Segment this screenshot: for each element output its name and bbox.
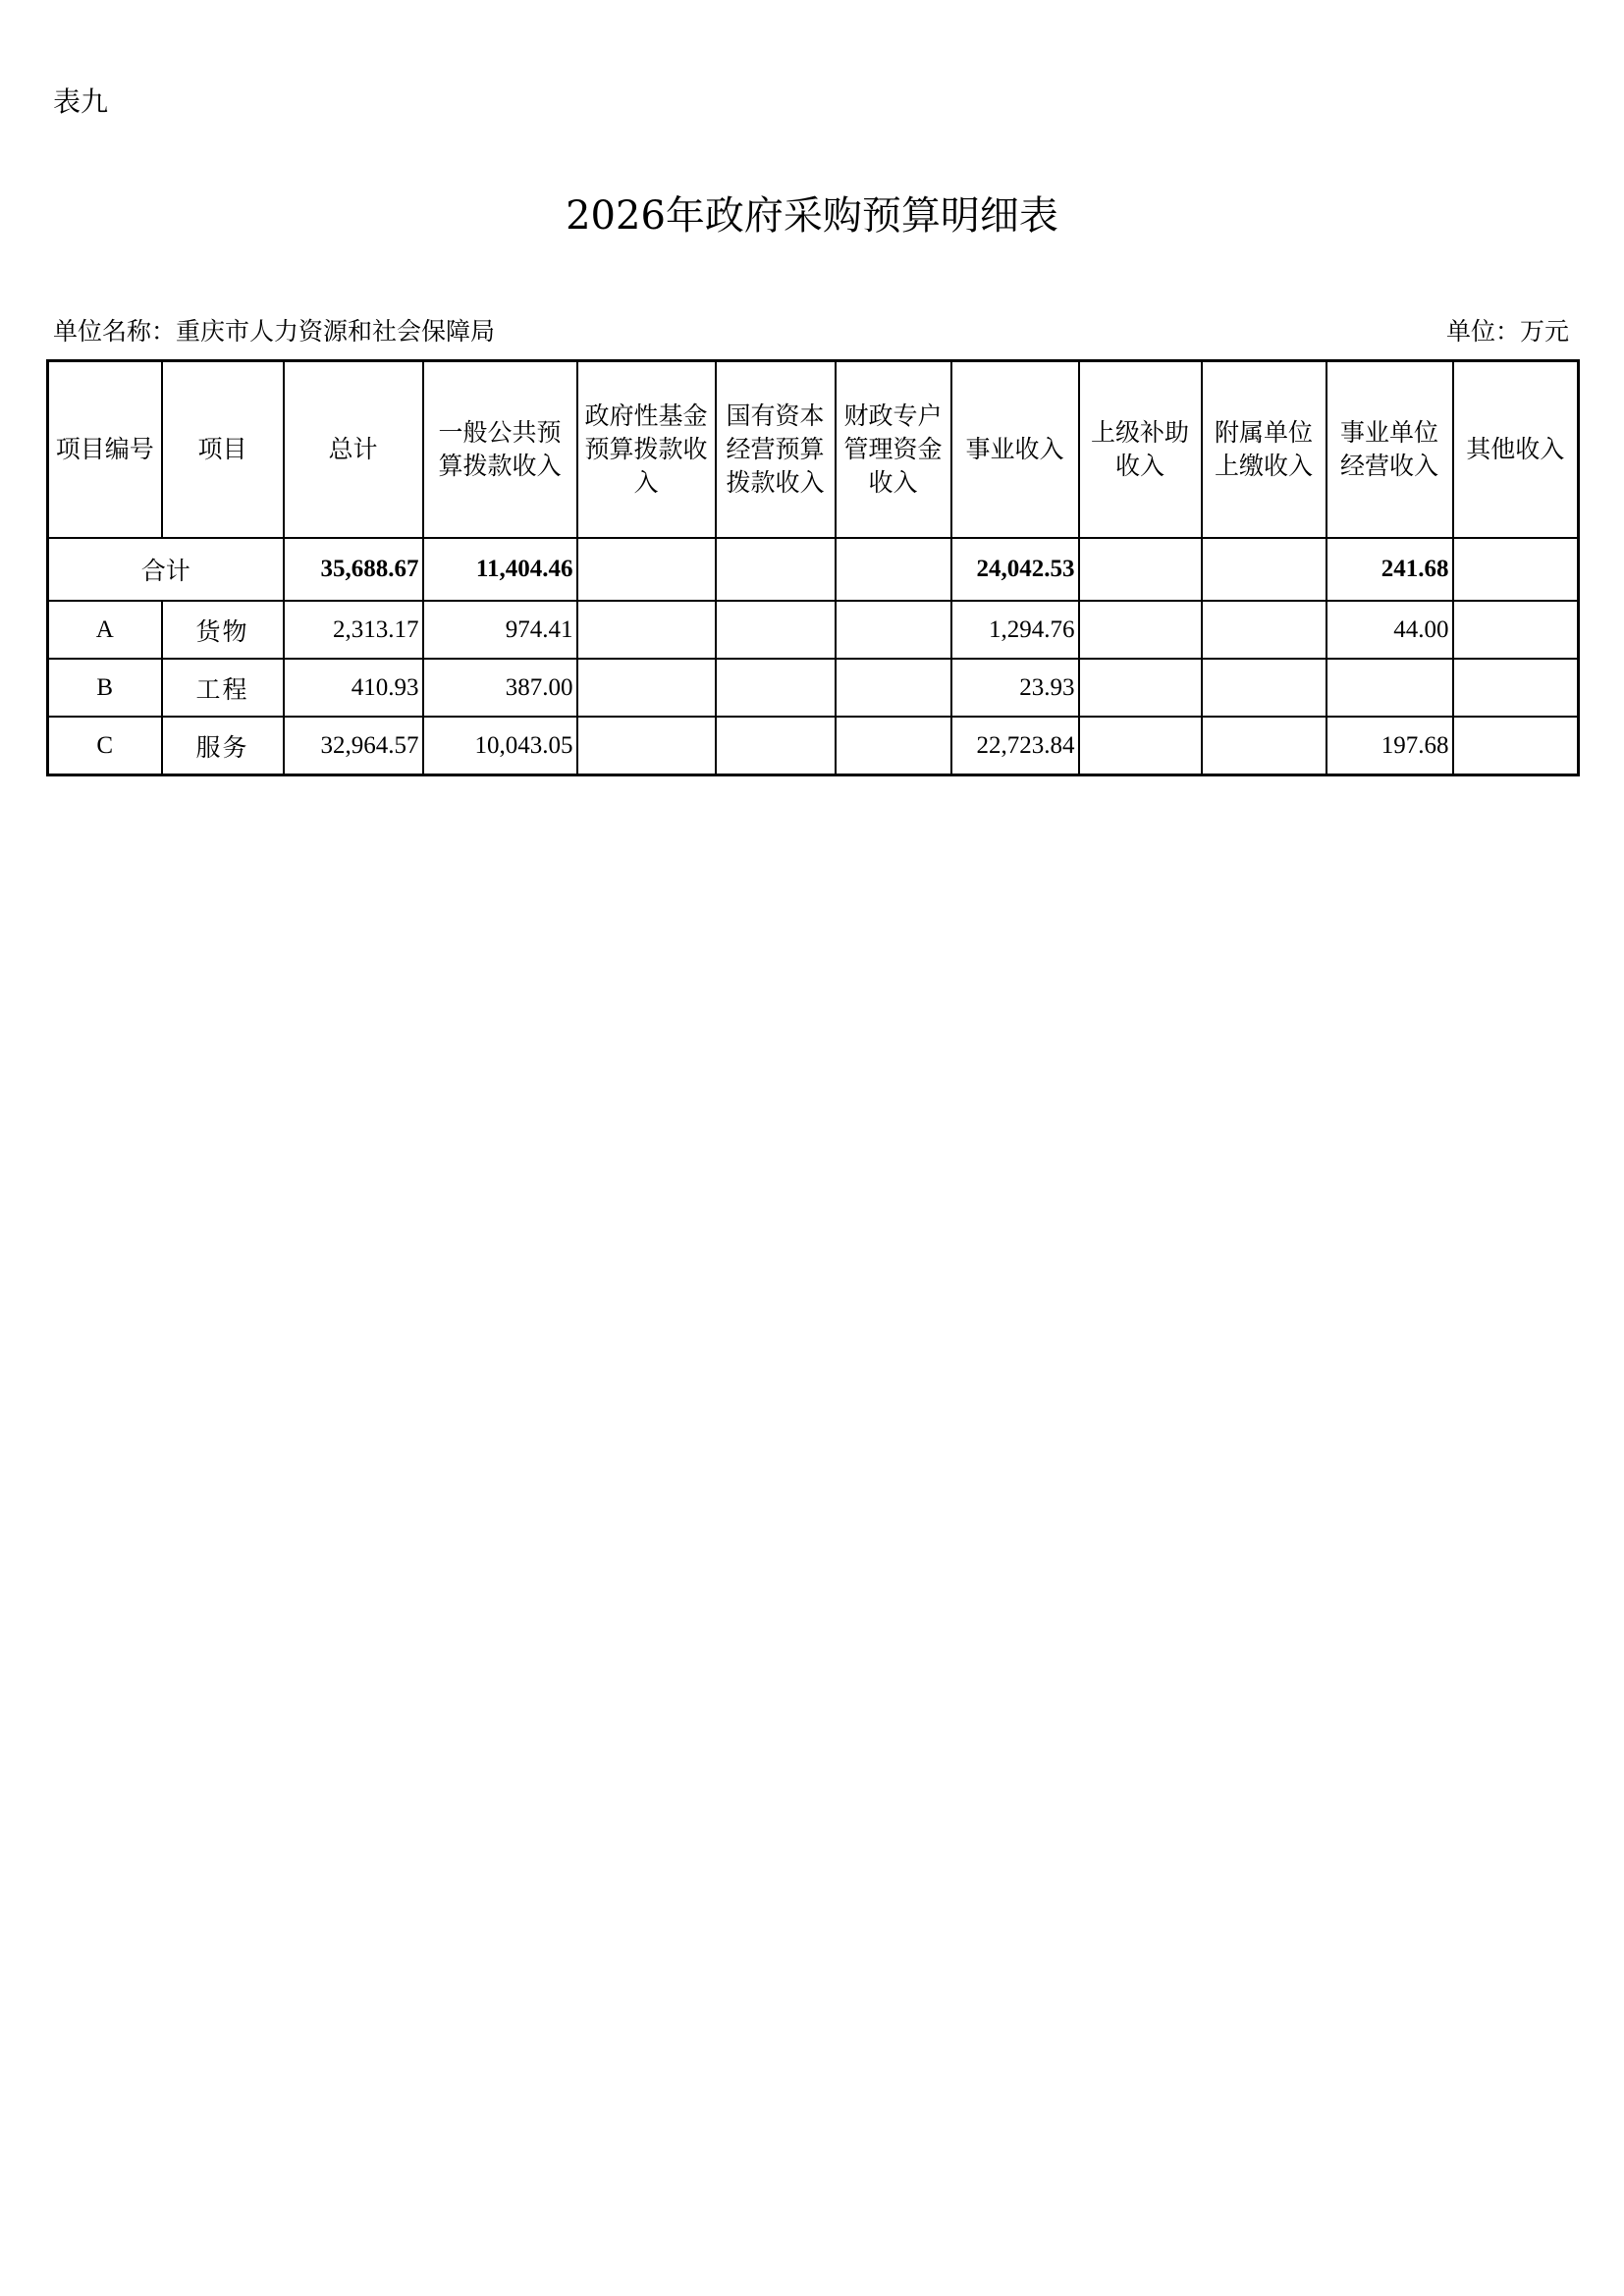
total-cell: 410.93 bbox=[284, 659, 423, 717]
general-budget-cell: 387.00 bbox=[423, 659, 577, 717]
item-code-cell: C bbox=[48, 717, 162, 775]
item-name-cell: 服务 bbox=[162, 717, 284, 775]
column-header-operating-income: 事业单位经营收入 bbox=[1326, 361, 1453, 539]
business-income-cell: 1,294.76 bbox=[951, 601, 1079, 659]
gov-fund-cell bbox=[577, 717, 716, 775]
gov-fund-cell bbox=[577, 659, 716, 717]
superior-subsidy-cell bbox=[1079, 659, 1202, 717]
special-account-cell bbox=[836, 717, 951, 775]
operating-income-cell bbox=[1326, 659, 1453, 717]
item-name-cell: 货物 bbox=[162, 601, 284, 659]
total-cell: 2,313.17 bbox=[284, 601, 423, 659]
business-income-cell: 23.93 bbox=[951, 659, 1079, 717]
state-capital-cell bbox=[716, 538, 836, 601]
general-budget-cell: 11,404.46 bbox=[423, 538, 577, 601]
superior-subsidy-cell bbox=[1079, 601, 1202, 659]
total-label: 合计 bbox=[48, 538, 284, 601]
affiliated-income-cell bbox=[1202, 601, 1326, 659]
other-income-cell bbox=[1453, 601, 1579, 659]
column-header-code: 项目编号 bbox=[48, 361, 162, 539]
special-account-cell bbox=[836, 601, 951, 659]
table-row bbox=[48, 717, 1579, 775]
superior-subsidy-cell bbox=[1079, 717, 1202, 775]
table-number-label: 表九 bbox=[53, 85, 109, 118]
business-income-cell: 22,723.84 bbox=[951, 717, 1079, 775]
affiliated-income-cell bbox=[1202, 717, 1326, 775]
operating-income-cell: 44.00 bbox=[1326, 601, 1453, 659]
column-header-other-income: 其他收入 bbox=[1453, 361, 1579, 539]
gov-fund-cell bbox=[577, 601, 716, 659]
column-header-business-income: 事业收入 bbox=[951, 361, 1079, 539]
column-header-affiliated-income: 附属单位上缴收入 bbox=[1202, 361, 1326, 539]
header-row bbox=[48, 361, 1579, 539]
other-income-cell bbox=[1453, 659, 1579, 717]
general-budget-cell: 10,043.05 bbox=[423, 717, 577, 775]
column-header-special-account: 财政专户管理资金收入 bbox=[836, 361, 951, 539]
total-cell: 35,688.67 bbox=[284, 538, 423, 601]
column-header-total: 总计 bbox=[284, 361, 423, 539]
currency-unit-label: 单位：万元 bbox=[1445, 317, 1569, 346]
special-account-cell bbox=[836, 659, 951, 717]
total-cell: 32,964.57 bbox=[284, 717, 423, 775]
table-row bbox=[48, 659, 1579, 717]
superior-subsidy-cell bbox=[1079, 538, 1202, 601]
table-row bbox=[48, 601, 1579, 659]
state-capital-cell bbox=[716, 601, 836, 659]
item-name-cell: 工程 bbox=[162, 659, 284, 717]
state-capital-cell bbox=[716, 717, 836, 775]
affiliated-income-cell bbox=[1202, 538, 1326, 601]
item-code-cell: A bbox=[48, 601, 162, 659]
business-income-cell: 24,042.53 bbox=[951, 538, 1079, 601]
affiliated-income-cell bbox=[1202, 659, 1326, 717]
operating-income-cell: 197.68 bbox=[1326, 717, 1453, 775]
document-title: 2026年政府采购预算明细表 bbox=[566, 193, 1058, 239]
procurement-budget-table bbox=[46, 359, 1580, 776]
column-header-gov-fund: 政府性基金预算拨款收入 bbox=[577, 361, 716, 539]
total-row bbox=[48, 538, 1579, 601]
unit-name-label: 单位名称：重庆市人力资源和社会保障局 bbox=[53, 317, 496, 346]
special-account-cell bbox=[836, 538, 951, 601]
column-header-item: 项目 bbox=[162, 361, 284, 539]
other-income-cell bbox=[1453, 717, 1579, 775]
other-income-cell bbox=[1453, 538, 1579, 601]
operating-income-cell: 241.68 bbox=[1326, 538, 1453, 601]
item-code-cell: B bbox=[48, 659, 162, 717]
gov-fund-cell bbox=[577, 538, 716, 601]
column-header-general-budget: 一般公共预算拨款收入 bbox=[423, 361, 577, 539]
state-capital-cell bbox=[716, 659, 836, 717]
column-header-superior-subsidy: 上级补助收入 bbox=[1079, 361, 1202, 539]
general-budget-cell: 974.41 bbox=[423, 601, 577, 659]
column-header-state-capital: 国有资本经营预算拨款收入 bbox=[716, 361, 836, 539]
